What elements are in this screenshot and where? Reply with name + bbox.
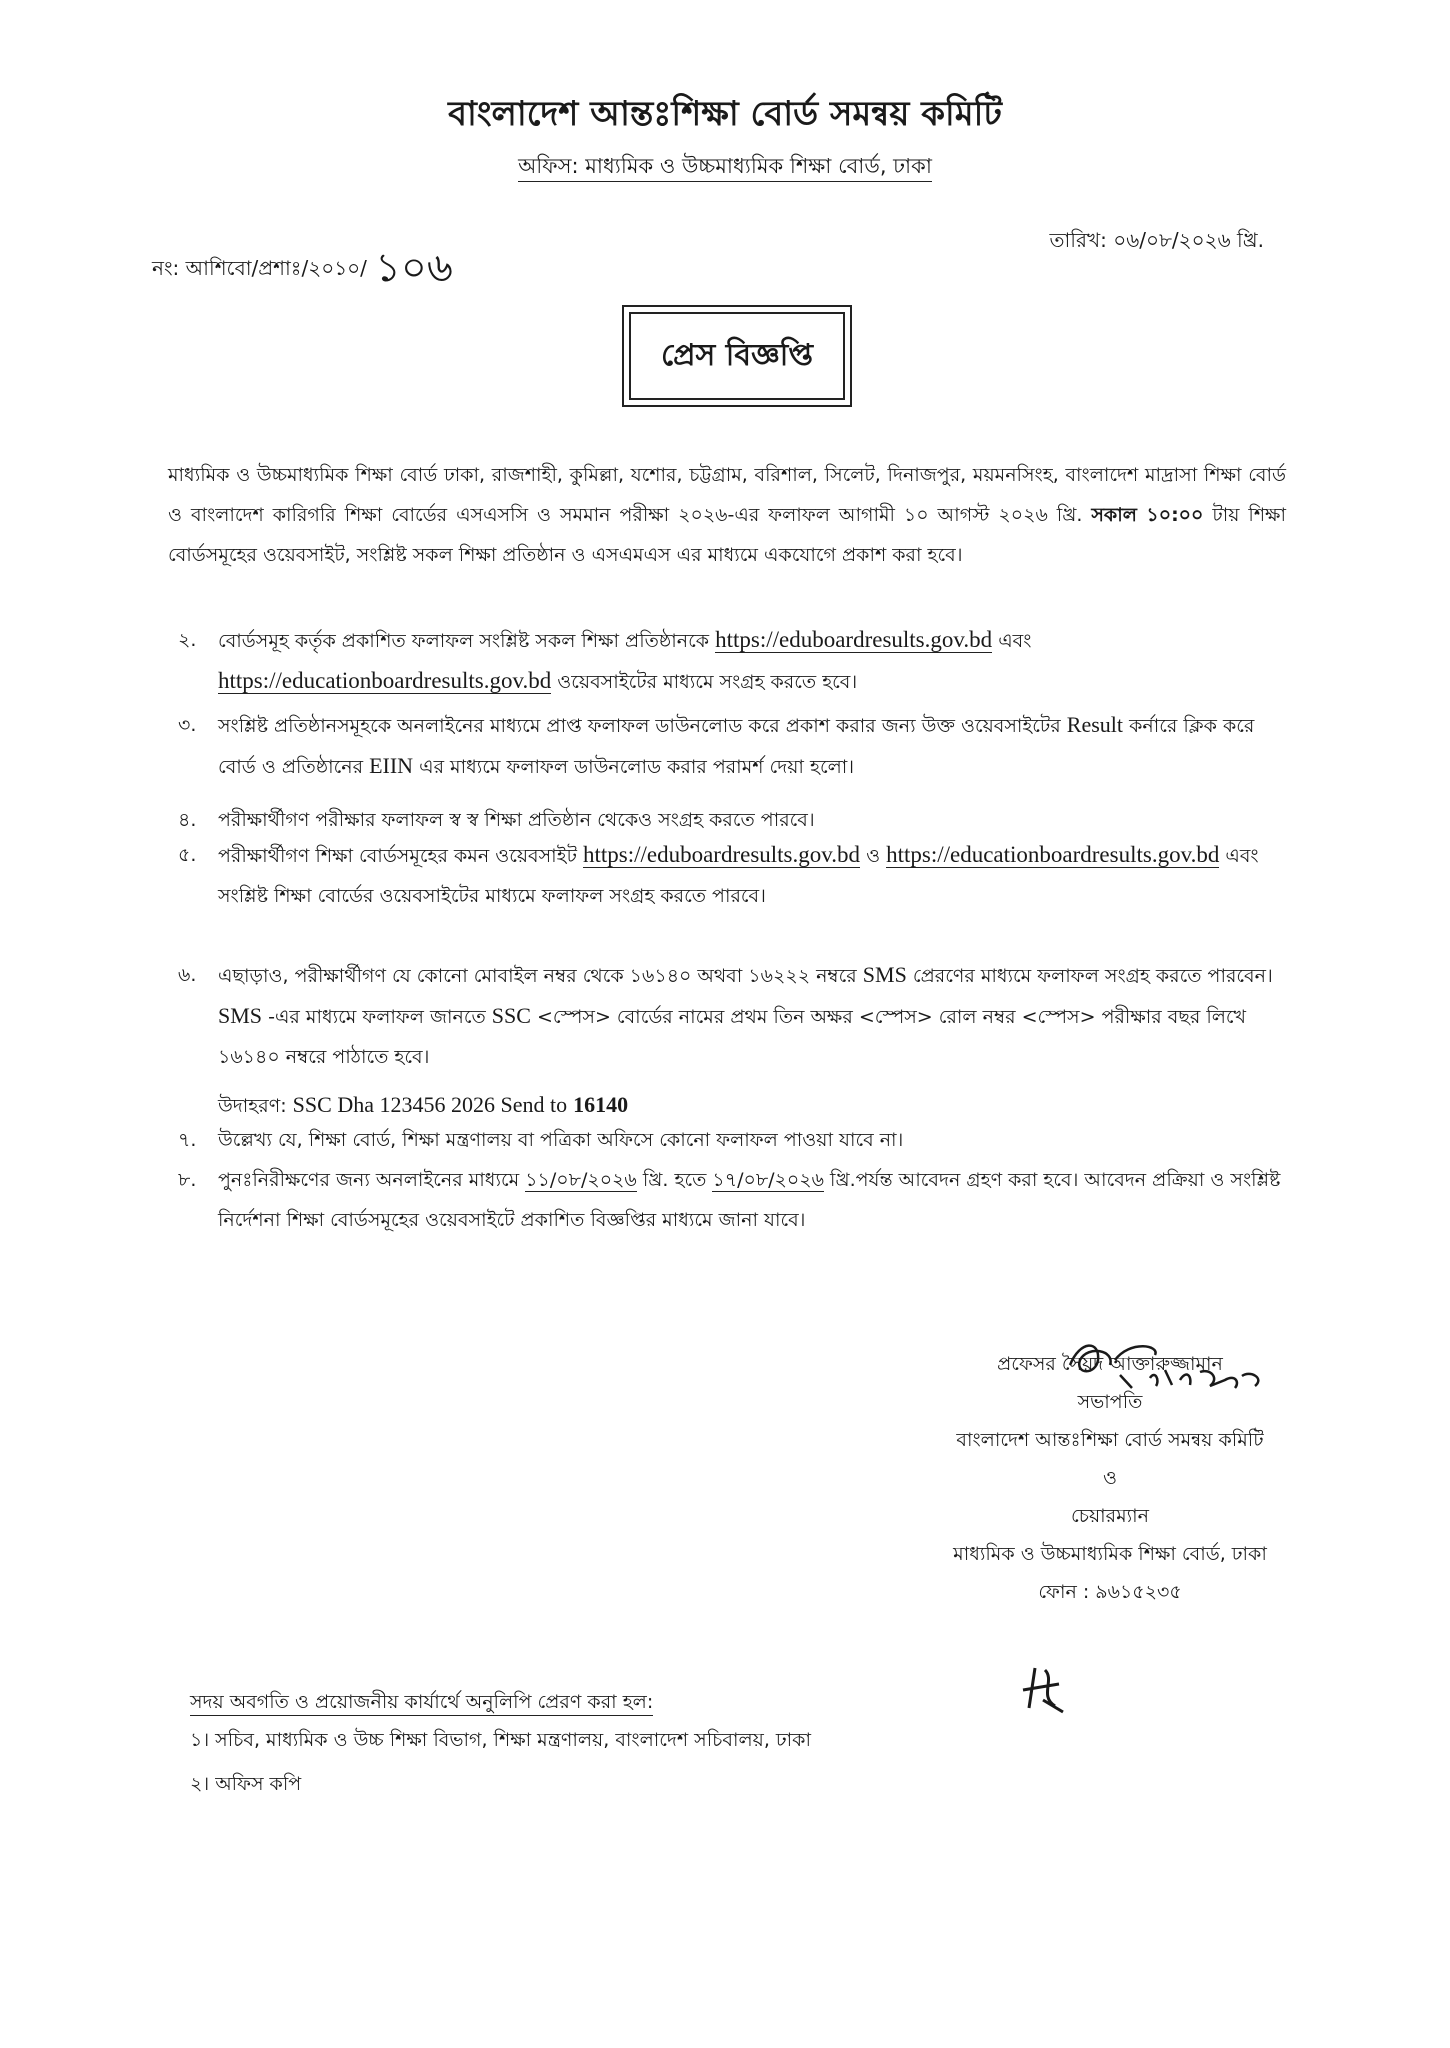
p1-text: মাধ্যমিক ও উচ্চমাধ্যমিক শিক্ষা বোর্ড ঢাকা, রাজশাহী, কুমিল্লা, যশোর, চট্টগ্রাম, বরিশাল, সিলেট, দিনাজপুর, ময়মনসিংহ, বাংলাদেশ মাদ্রাসা শিক্ষা বোর্ড ও বাংলাদেশ কারিগরি শিক্ষা বোর্ডের এসএসসি ও সমমান পরীক্ষা ২০২৬-এর ফলাফল আগামী ১০ আগস্ট ২০২৬ খ্রি. xyxy=(168,464,1286,526)
issue-date: তারিখ: ০৬/০৮/২০২৬ খ্রি. xyxy=(1049,228,1264,252)
item-text xyxy=(218,835,1288,916)
item-5-text-a: পরীক্ষার্থীগণ শিক্ষা বোর্ডসমূহের কমন ওয়েবসাইট xyxy=(218,845,577,867)
item-number: ৭. xyxy=(178,1129,197,1151)
item-text xyxy=(218,1160,1288,1240)
heading-box xyxy=(622,305,852,407)
educationboardresults-link[interactable]: https://educationboardresults.gov.bd xyxy=(218,668,552,693)
item-text xyxy=(218,705,1288,787)
initial-mark xyxy=(1015,1660,1075,1720)
item-number: ৩. xyxy=(178,714,197,736)
signatory-block xyxy=(880,1345,1340,1611)
signatory-role-2: চেয়ারম্যান xyxy=(1070,1505,1150,1527)
signatory-phone: ফোন : ৯৬১৫২৩৫ xyxy=(1038,1581,1182,1603)
item-8-text-a: পুনঃনিরীক্ষণের জন্য অনলাইনের মাধ্যমে xyxy=(218,1169,520,1191)
item-6-text-a: এছাড়াও, পরীক্ষার্থীগণ যে কোনো মোবাইল নম্বর থেকে ১৬১৪০ অথবা ১৬২২২ নম্বরে xyxy=(218,965,857,987)
item-6-text-b: প্রেরণের মাধ্যমে ফলাফল সংগ্রহ করতে পারবেন। xyxy=(912,965,1273,987)
copy-item-2: ২। অফিস কপি xyxy=(190,1773,302,1795)
copy-heading-text: সদয় অবগতি ও প্রয়োজনীয় কার্যার্থে অনুলিপি প্রেরণ করা হল: xyxy=(190,1691,653,1716)
item-text xyxy=(218,620,1288,702)
item-number: ৮. xyxy=(178,1169,197,1191)
item-5-text-c: এবং সংশ্লিষ্ট শিক্ষা বোর্ডের ওয়েবসাইটের মাধ্যমে ফলাফল সংগ্রহ করতে পারবে। xyxy=(218,845,1259,907)
item-text: পরীক্ষার্থীগণ পরীক্ষার ফলাফল স্ব স্ব শিক্ষা প্রতিষ্ঠান থেকেও সংগ্রহ করতে পারবে। xyxy=(218,809,815,831)
item-number: ২. xyxy=(178,629,197,651)
item-6-text-c: -এর মাধ্যমে ফলাফল জানতে xyxy=(268,1006,486,1028)
result-word: Result xyxy=(1066,712,1124,737)
example-number: 16140 xyxy=(573,1092,629,1117)
item-6-text-d: <স্পেস> বোর্ডের নামের প্রথম তিন অক্ষর <স্পেস> রোল নম্বর <স্পেস> পরীক্ষার বছর লিখে ১৬১৪০ নম্বরে পাঠাতে হবে। xyxy=(218,1006,1247,1068)
copy-heading xyxy=(190,1688,653,1720)
item-3-text-b: কর্নারে ক্লিক করে বোর্ড ও প্রতিষ্ঠানের xyxy=(218,715,1255,778)
eduboardresults-link[interactable]: https://eduboardresults.gov.bd xyxy=(582,842,861,867)
example-text: SSC Dha 123456 2026 Send to xyxy=(292,1092,568,1117)
example-label: উদাহরণ: xyxy=(218,1095,287,1117)
educationboardresults-link[interactable]: https://educationboardresults.gov.bd xyxy=(886,842,1220,867)
item-5-text-b: ও xyxy=(866,845,881,867)
press-release-heading: প্রেস বিজ্ঞপ্তি xyxy=(629,312,845,400)
eduboardresults-link[interactable]: https://eduboardresults.gov.bd xyxy=(715,627,993,652)
eiin-word: EIIN xyxy=(369,753,414,778)
signatory-org-2: মাধ্যমিক ও উচ্চমাধ্যমিক শিক্ষা বোর্ড, ঢাকা xyxy=(953,1543,1267,1565)
p1-text-end: টায় শিক্ষা বোর্ডসমূহের ওয়েবসাইট, সংশ্লিষ্ট সকল শিক্ষা প্রতিষ্ঠান ও এসএমএস এর মাধ্যমে একযোগে প্রকাশ করা হবে। xyxy=(168,504,1286,566)
item-2-text-b: এবং xyxy=(998,630,1032,652)
item-2-text-a: বোর্ডসমূহ কর্তৃক প্রকাশিত ফলাফল সংশ্লিষ্ট সকল শিক্ষা প্রতিষ্ঠানকে xyxy=(218,630,710,652)
item-text: উল্লেখ্য যে, শিক্ষা বোর্ড, শিক্ষা মন্ত্রণালয় বা পত্রিকা অফিসে কোনো ফলাফল পাওয়া যাবে না। xyxy=(218,1129,904,1151)
office-line xyxy=(0,150,1450,185)
ssc-word: SSC xyxy=(491,1003,531,1028)
signatory-name: প্রফেসর সৈয়দ আক্তারুজ্জামান xyxy=(997,1353,1223,1375)
signatory-and: ও xyxy=(1103,1467,1117,1489)
copy-item-1: ১। সচিব, মাধ্যমিক ও উচ্চ শিক্ষা বিভাগ, শিক্ষা মন্ত্রণালয়, বাংলাদেশ সচিবালয়, ঢাকা xyxy=(190,1729,811,1751)
sms-word: SMS xyxy=(218,1003,263,1028)
office-text: অফিস: মাধ্যমিক ও উচ্চমাধ্যমিক শিক্ষা বোর্ড, ঢাকা xyxy=(518,154,932,182)
item-3-text-a: সংশ্লিষ্ট প্রতিষ্ঠানসমূহকে অনলাইনের মাধ্যমে প্রাপ্ত ফলাফল ডাউনলোড করে প্রকাশ করার জন্য উক্ত ওয়েবসাইটের xyxy=(218,715,1061,737)
recheck-end-date: ১৭/০৮/২০২৬ xyxy=(712,1169,824,1191)
item-text xyxy=(218,955,1288,1077)
recheck-start-date: ১১/০৮/২০২৬ xyxy=(525,1169,637,1191)
item-8-text-c: খ্রি.পর্যন্ত আবেদন গ্রহণ করা হবে। আবেদন প্রক্রিয়া ও সংশ্লিষ্ট নির্দেশনা শিক্ষা বোর্ডসমূহের ওয়েবসাইটে প্রকাশিত বিজ্ঞপ্তির মাধ্যমে জানা যাবে। xyxy=(218,1169,1281,1231)
memo-handwritten-number: ১০৬ xyxy=(374,245,453,291)
item-number: ৫. xyxy=(178,844,197,866)
p1-time: সকাল ১০:০০ xyxy=(1091,504,1204,526)
memo-prefix: নং: আশিবো/প্রশাঃ/২০১০/ xyxy=(152,256,367,280)
signatory-role-1: সভাপতি xyxy=(1077,1391,1143,1413)
sms-word: SMS xyxy=(862,962,907,987)
item-8-text-b: খ্রি. হতে xyxy=(642,1169,707,1191)
item-number: ৪. xyxy=(178,809,197,831)
memo-number xyxy=(152,236,453,303)
signatory-org-1: বাংলাদেশ আন্তঃশিক্ষা বোর্ড সমন্বয় কমিটি xyxy=(956,1429,1264,1451)
item-number: ৬. xyxy=(178,964,197,986)
committee-title: বাংলাদেশ আন্তঃশিক্ষা বোর্ড সমন্বয় কমিটি xyxy=(448,94,1002,134)
paragraph-1 xyxy=(168,455,1286,575)
item-3-text-c: এর মাধ্যমে ফলাফল ডাউনলোড করার পরামর্শ দেয়া হলো। xyxy=(419,756,855,778)
item-2-text-c: ওয়েবসাইটের মাধ্যমে সংগ্রহ করতে হবে। xyxy=(557,671,858,693)
